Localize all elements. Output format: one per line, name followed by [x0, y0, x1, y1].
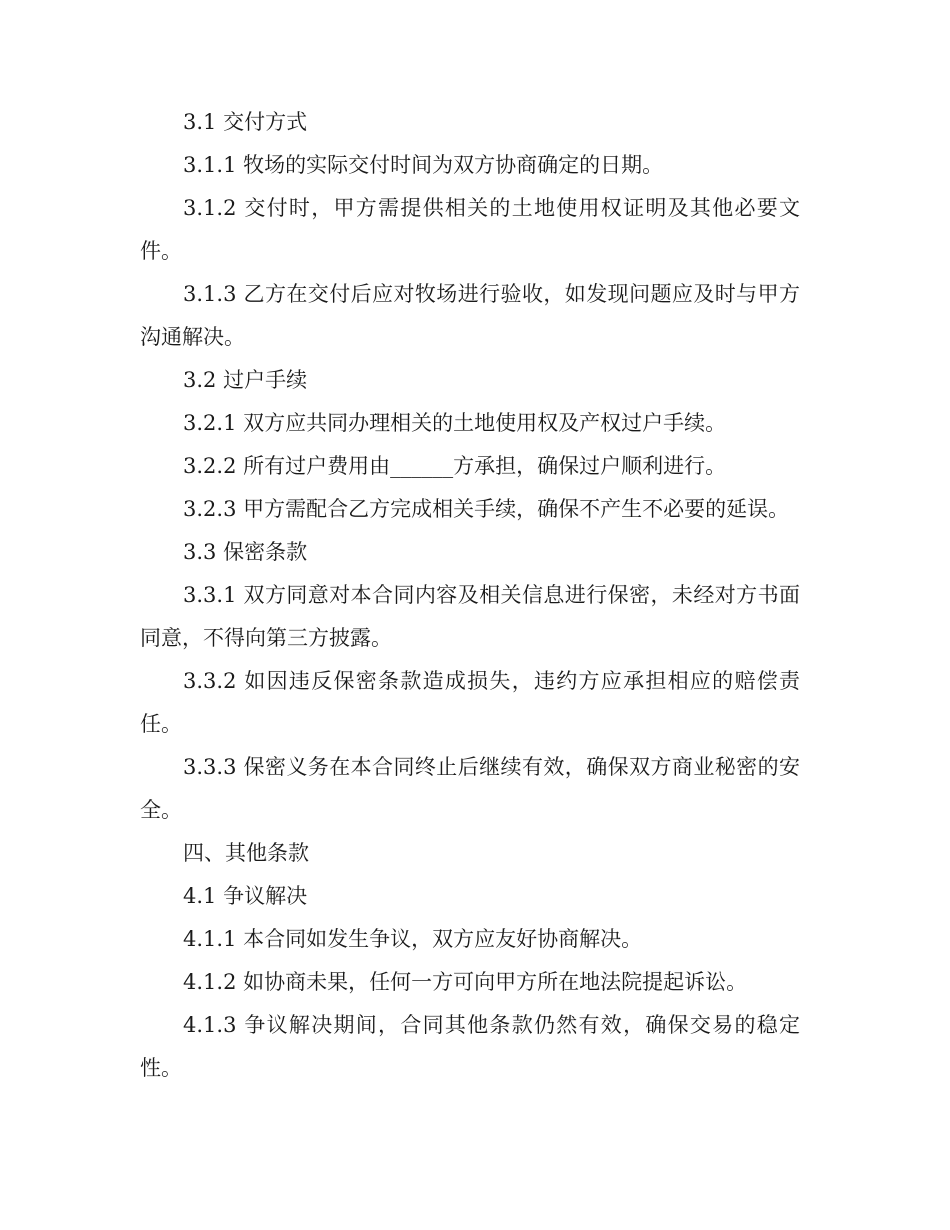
- section-heading-4-1: 4.1 争议解决: [183, 884, 308, 908]
- section-heading-3-2: 3.2 过户手续: [183, 368, 308, 392]
- document-body: [140, 101, 800, 1090]
- clause-4-1-1: 4.1.1 本合同如发生争议，双方应友好协商解决。: [183, 927, 643, 951]
- clause-3-2-3: 3.2.3 甲方需配合乙方完成相关手续，确保不产生不必要的延误。: [183, 497, 790, 521]
- clause-3-1-2: 3.1.2 交付时，甲方需提供相关的土地使用权证明及其他必要文件。: [140, 196, 800, 263]
- section-heading-3-3: 3.3 保密条款: [183, 540, 308, 564]
- section-heading-3-1: 3.1 交付方式: [183, 110, 308, 134]
- clause-3-2-1: 3.2.1 双方应共同办理相关的土地使用权及产权过户手续。: [183, 411, 727, 435]
- clause-3-1-3: 3.1.3 乙方在交付后应对牧场进行验收，如发现问题应及时与甲方沟通解决。: [140, 282, 800, 349]
- clause-3-3-2: 3.3.2 如因违反保密条款造成损失，违约方应承担相应的赔偿责任。: [140, 669, 800, 736]
- clause-3-3-3: 3.3.3 保密义务在本合同终止后继续有效，确保双方商业秘密的安全。: [140, 755, 800, 822]
- chapter-heading-4: 四、其他条款: [183, 841, 309, 865]
- clause-3-1-1: 3.1.1 牧场的实际交付时间为双方协商确定的日期。: [183, 153, 664, 177]
- clause-4-1-3: 4.1.3 争议解决期间，合同其他条款仍然有效，确保交易的稳定性。: [140, 1013, 800, 1080]
- clause-3-2-2: 3.2.2 所有过户费用由______方承担，确保过户顺利进行。: [183, 454, 727, 478]
- clause-3-3-1: 3.3.1 双方同意对本合同内容及相关信息进行保密，未经对方书面同意，不得向第三方披露。: [140, 583, 800, 650]
- clause-4-1-2: 4.1.2 如协商未果，任何一方可向甲方所在地法院提起诉讼。: [183, 970, 748, 994]
